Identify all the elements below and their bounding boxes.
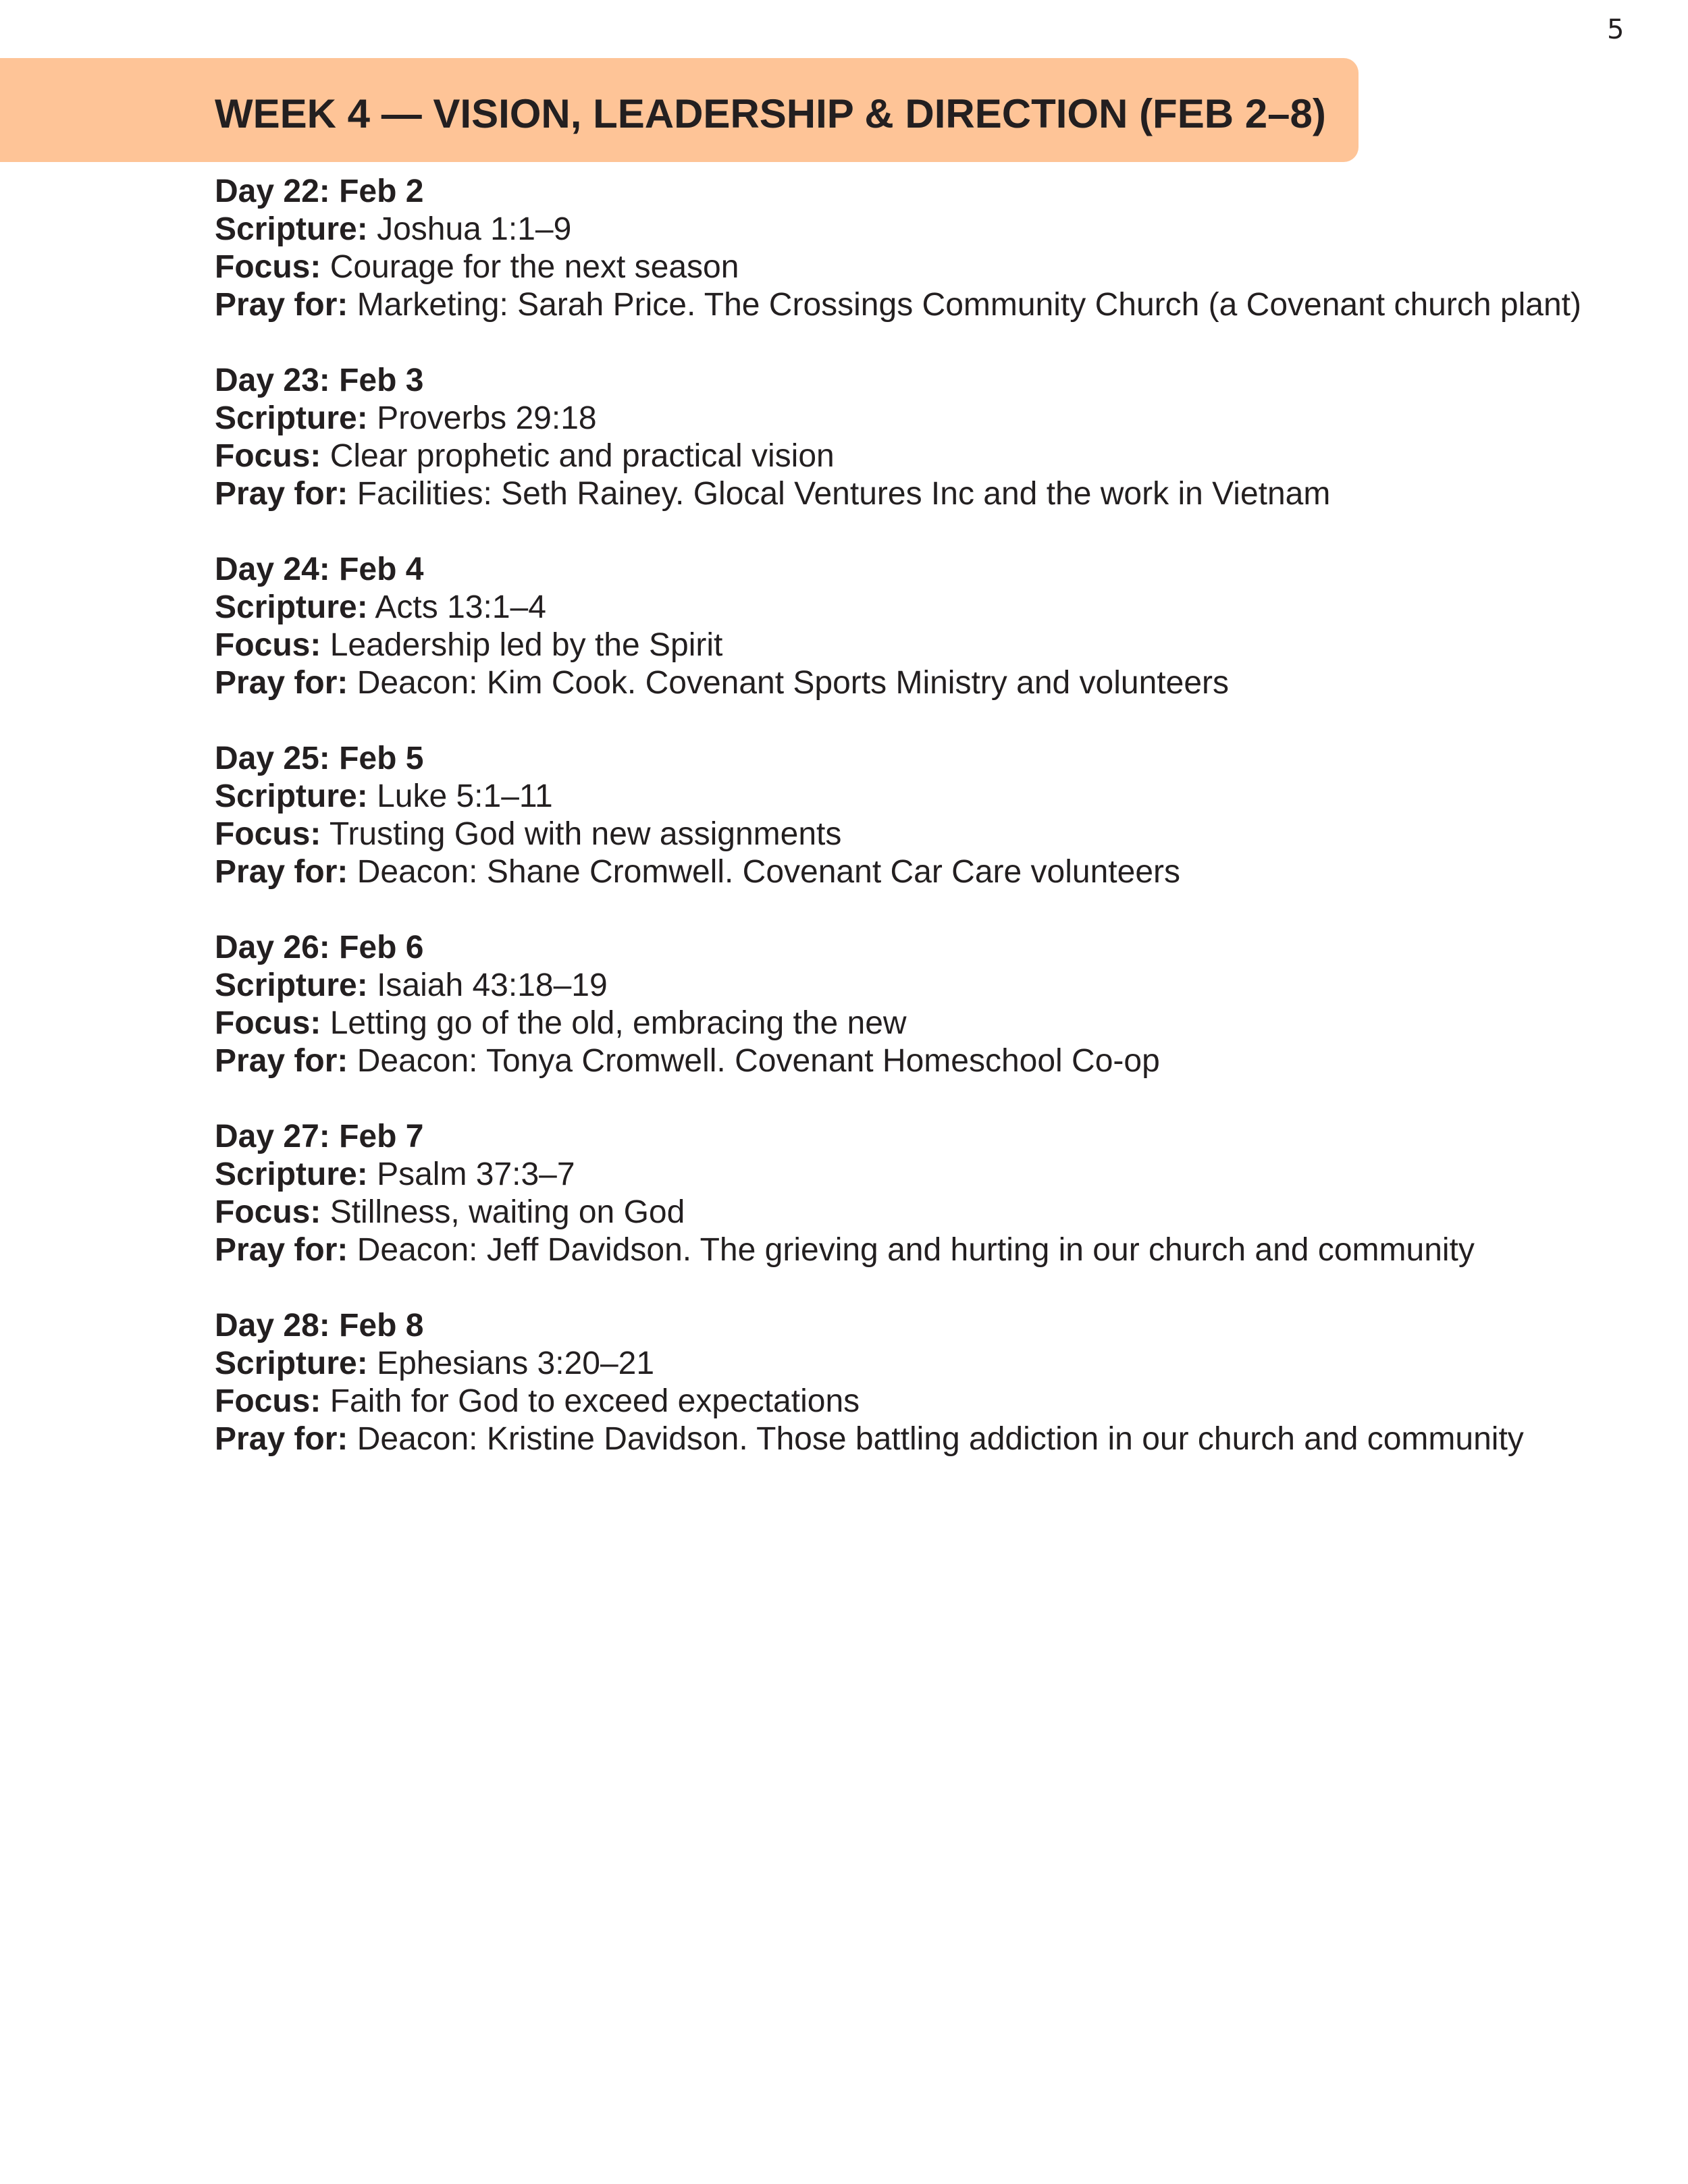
- pray-for-line: [215, 1420, 1673, 1458]
- pray-for-text: Deacon: Kim Cook. Covenant Sports Ministry and volunteers: [357, 665, 1229, 701]
- scripture-line: [215, 1156, 1673, 1194]
- focus-line: [215, 816, 1673, 853]
- day-entry: [215, 1307, 1673, 1458]
- day-list: [215, 173, 1673, 1496]
- scripture-label: Scripture:: [215, 211, 368, 247]
- focus-text: Faith for God to exceed expectations: [329, 1383, 860, 1419]
- focus-label: Focus:: [215, 249, 321, 285]
- week-title: WEEK 4 — VISION, LEADERSHIP & DIRECTION (FEB 2–8): [215, 91, 1326, 136]
- day-heading: Day 25: Feb 5: [215, 741, 424, 776]
- scripture-reference: Joshua 1:1–9: [377, 211, 572, 247]
- pray-for-text: Deacon: Jeff Davidson. The grieving and hurting in our church and community: [357, 1232, 1475, 1268]
- scripture-line: [215, 778, 1673, 816]
- day-entry: [215, 551, 1673, 702]
- pray-for-label: Pray for:: [215, 1232, 348, 1268]
- scripture-reference: Psalm 37:3–7: [377, 1156, 575, 1192]
- focus-label: Focus:: [215, 816, 321, 852]
- pray-for-text: Deacon: Tonya Cromwell. Covenant Homeschool Co-op: [357, 1043, 1160, 1079]
- focus-text: Stillness, waiting on God: [329, 1194, 685, 1230]
- scripture-reference: Luke 5:1–11: [377, 778, 553, 814]
- scripture-label: Scripture:: [215, 778, 368, 814]
- scripture-reference: Ephesians 3:20–21: [377, 1346, 655, 1381]
- day-heading: Day 24: Feb 4: [215, 552, 424, 587]
- day-heading: Day 27: Feb 7: [215, 1119, 424, 1154]
- pray-for-label: Pray for:: [215, 476, 348, 512]
- focus-line: [215, 1194, 1673, 1231]
- pray-for-label: Pray for:: [215, 854, 348, 890]
- day-heading: Day 28: Feb 8: [215, 1308, 424, 1343]
- focus-label: Focus:: [215, 1383, 321, 1419]
- day-entry: [215, 929, 1673, 1080]
- focus-label: Focus:: [215, 438, 321, 474]
- day-heading: Day 22: Feb 2: [215, 174, 424, 209]
- pray-for-label: Pray for:: [215, 1043, 348, 1079]
- focus-line: [215, 627, 1673, 664]
- focus-line: [215, 1383, 1673, 1420]
- day-entry: [215, 362, 1673, 513]
- focus-line: [215, 1005, 1673, 1042]
- pray-for-text: Marketing: Sarah Price. The Crossings Community Church (a Covenant church plant): [357, 287, 1581, 323]
- focus-text: Leadership led by the Spirit: [329, 627, 723, 663]
- pray-for-label: Pray for:: [215, 1421, 348, 1457]
- scripture-line: [215, 211, 1673, 248]
- pray-for-line: [215, 286, 1673, 324]
- focus-text: Clear prophetic and practical vision: [329, 438, 835, 474]
- day-heading: Day 23: Feb 3: [215, 363, 424, 398]
- pray-for-text: Deacon: Kristine Davidson. Those battling addiction in our church and community: [357, 1421, 1524, 1457]
- focus-line: [215, 437, 1673, 475]
- pray-for-line: [215, 664, 1673, 702]
- scripture-label: Scripture:: [215, 589, 368, 625]
- scripture-label: Scripture:: [215, 1346, 368, 1381]
- scripture-label: Scripture:: [215, 1156, 368, 1192]
- scripture-reference: Proverbs 29:18: [377, 400, 597, 436]
- focus-text: Trusting God with new assignments: [329, 816, 842, 852]
- pray-for-label: Pray for:: [215, 665, 348, 701]
- focus-text: Letting go of the old, embracing the new: [329, 1005, 907, 1041]
- scripture-reference: Acts 13:1–4: [375, 589, 546, 625]
- pray-for-line: [215, 1231, 1673, 1269]
- day-entry: [215, 1118, 1673, 1269]
- focus-label: Focus:: [215, 627, 321, 663]
- scripture-reference: Isaiah 43:18–19: [377, 967, 608, 1003]
- page-number: 5: [1607, 14, 1625, 45]
- scripture-line: [215, 1345, 1673, 1383]
- pray-for-label: Pray for:: [215, 287, 348, 323]
- day-heading: Day 26: Feb 6: [215, 930, 424, 965]
- pray-for-line: [215, 475, 1673, 513]
- scripture-line: [215, 589, 1673, 627]
- focus-label: Focus:: [215, 1005, 321, 1041]
- focus-line: [215, 248, 1673, 286]
- day-entry: [215, 173, 1673, 324]
- pray-for-line: [215, 1042, 1673, 1080]
- day-entry: [215, 740, 1673, 891]
- pray-for-text: Facilities: Seth Rainey. Glocal Ventures Inc and the work in Vietnam: [357, 476, 1331, 512]
- pray-for-text: Deacon: Shane Cromwell. Covenant Car Care volunteers: [357, 854, 1180, 890]
- focus-label: Focus:: [215, 1194, 321, 1230]
- focus-text: Courage for the next season: [329, 249, 739, 285]
- scripture-line: [215, 400, 1673, 437]
- scripture-label: Scripture:: [215, 400, 368, 436]
- pray-for-line: [215, 853, 1673, 891]
- scripture-label: Scripture:: [215, 967, 368, 1003]
- scripture-line: [215, 967, 1673, 1005]
